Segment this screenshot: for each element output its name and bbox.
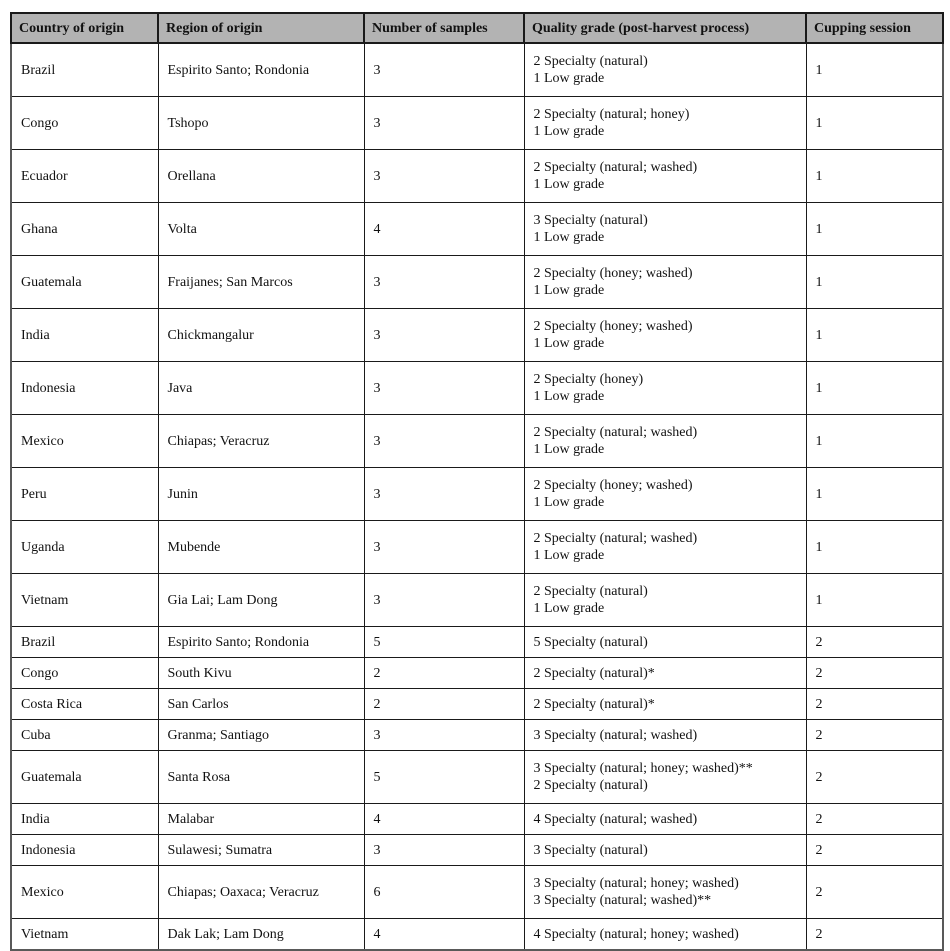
cell-region: Orellana <box>158 150 364 203</box>
cell-region: Java <box>158 362 364 415</box>
cell-session: 1 <box>806 415 943 468</box>
coffee-samples-table-container <box>10 12 944 951</box>
cell-quality <box>524 203 806 256</box>
cell-session: 1 <box>806 521 943 574</box>
cell-session: 1 <box>806 97 943 150</box>
cell-region: Fraijanes; San Marcos <box>158 256 364 309</box>
quality-line: 1 Low grade <box>533 177 605 192</box>
table-row <box>11 835 943 866</box>
table-body <box>11 43 943 950</box>
quality-line: 1 Low grade <box>533 389 605 404</box>
quality-line: 2 Specialty (honey; washed) <box>533 266 693 281</box>
table-row <box>11 521 943 574</box>
cell-samples: 3 <box>364 43 524 97</box>
quality-line: 4 Specialty (natural; honey; washed) <box>533 926 739 942</box>
cell-country: India <box>11 309 158 362</box>
cell-samples: 3 <box>364 720 524 751</box>
cell-samples: 2 <box>364 658 524 689</box>
quality-line: 2 Specialty (honey; washed) <box>533 319 693 334</box>
quality-line: 3 Specialty (natural; honey; washed)** <box>533 761 753 776</box>
cell-country: Congo <box>11 658 158 689</box>
cell-samples: 5 <box>364 627 524 658</box>
table-row <box>11 309 943 362</box>
cell-quality <box>524 362 806 415</box>
cell-country: Cuba <box>11 720 158 751</box>
quality-line: 3 Specialty (natural; washed)** <box>533 893 712 908</box>
cell-session: 2 <box>806 804 943 835</box>
cell-quality <box>524 658 806 689</box>
table-row <box>11 256 943 309</box>
cell-quality <box>524 835 806 866</box>
column-header-country: Country of origin <box>11 13 158 43</box>
cell-region: Tshopo <box>158 97 364 150</box>
cell-samples: 5 <box>364 751 524 804</box>
quality-line: 1 Low grade <box>533 283 605 298</box>
cell-quality <box>524 150 806 203</box>
quality-line: 2 Specialty (natural; washed) <box>533 160 698 175</box>
cell-region: Chickmangalur <box>158 309 364 362</box>
quality-line: 3 Specialty (natural) <box>533 842 648 858</box>
column-header-samples: Number of samples <box>364 13 524 43</box>
cell-samples: 4 <box>364 203 524 256</box>
cell-samples: 3 <box>364 256 524 309</box>
cell-quality <box>524 468 806 521</box>
cell-session: 2 <box>806 658 943 689</box>
cell-samples: 3 <box>364 415 524 468</box>
cell-session: 1 <box>806 362 943 415</box>
quality-line: 1 Low grade <box>533 601 605 616</box>
quality-line: 1 Low grade <box>533 230 605 245</box>
cell-session: 2 <box>806 627 943 658</box>
cell-country: Brazil <box>11 43 158 97</box>
table-row <box>11 468 943 521</box>
table-row <box>11 919 943 951</box>
table-row <box>11 689 943 720</box>
cell-region: Malabar <box>158 804 364 835</box>
cell-quality <box>524 521 806 574</box>
cell-region: Chiapas; Veracruz <box>158 415 364 468</box>
cell-quality <box>524 43 806 97</box>
cell-country: Indonesia <box>11 362 158 415</box>
cell-quality <box>524 627 806 658</box>
cell-country: India <box>11 804 158 835</box>
cell-country: Peru <box>11 468 158 521</box>
quality-line: 2 Specialty (natural; washed) <box>533 425 698 440</box>
coffee-samples-table <box>10 12 944 951</box>
cell-session: 2 <box>806 835 943 866</box>
cell-samples: 3 <box>364 521 524 574</box>
cell-region: Chiapas; Oaxaca; Veracruz <box>158 866 364 919</box>
quality-line: 3 Specialty (natural; honey; washed) <box>533 876 739 891</box>
quality-line: 2 Specialty (natural)* <box>533 665 655 681</box>
quality-line: 1 Low grade <box>533 71 605 86</box>
cell-samples: 3 <box>364 468 524 521</box>
cell-country: Guatemala <box>11 256 158 309</box>
cell-session: 1 <box>806 43 943 97</box>
cell-quality <box>524 97 806 150</box>
cell-session: 1 <box>806 150 943 203</box>
cell-session: 2 <box>806 919 943 951</box>
cell-country: Mexico <box>11 415 158 468</box>
cell-quality <box>524 309 806 362</box>
quality-line: 2 Specialty (natural; washed) <box>533 531 698 546</box>
table-row <box>11 720 943 751</box>
cell-country: Congo <box>11 97 158 150</box>
cell-country: Ghana <box>11 203 158 256</box>
cell-session: 2 <box>806 751 943 804</box>
cell-country: Vietnam <box>11 574 158 627</box>
cell-region: Espirito Santo; Rondonia <box>158 43 364 97</box>
cell-quality <box>524 866 806 919</box>
cell-country: Brazil <box>11 627 158 658</box>
quality-line: 2 Specialty (natural) <box>533 584 648 599</box>
column-header-region: Region of origin <box>158 13 364 43</box>
table-row <box>11 574 943 627</box>
quality-line: 2 Specialty (honey) <box>533 372 644 387</box>
cell-session: 1 <box>806 203 943 256</box>
quality-line: 1 Low grade <box>533 442 605 457</box>
table-row <box>11 97 943 150</box>
table-row <box>11 203 943 256</box>
cell-quality <box>524 720 806 751</box>
cell-region: Gia Lai; Lam Dong <box>158 574 364 627</box>
table-row <box>11 362 943 415</box>
quality-line: 1 Low grade <box>533 495 605 510</box>
cell-region: Espirito Santo; Rondonia <box>158 627 364 658</box>
cell-region: Volta <box>158 203 364 256</box>
table-row <box>11 627 943 658</box>
cell-session: 2 <box>806 720 943 751</box>
cell-country: Mexico <box>11 866 158 919</box>
cell-region: Granma; Santiago <box>158 720 364 751</box>
cell-region: South Kivu <box>158 658 364 689</box>
cell-quality <box>524 751 806 804</box>
cell-region: Dak Lak; Lam Dong <box>158 919 364 951</box>
column-header-session: Cupping session <box>806 13 943 43</box>
cell-samples: 3 <box>364 574 524 627</box>
quality-line: 2 Specialty (natural) <box>533 778 648 793</box>
cell-country: Uganda <box>11 521 158 574</box>
cell-region: San Carlos <box>158 689 364 720</box>
quality-line: 2 Specialty (honey; washed) <box>533 478 693 493</box>
quality-line: 2 Specialty (natural)* <box>533 696 655 712</box>
cell-country: Indonesia <box>11 835 158 866</box>
table-row <box>11 804 943 835</box>
cell-session: 2 <box>806 866 943 919</box>
table-row <box>11 150 943 203</box>
table-row <box>11 43 943 97</box>
cell-quality <box>524 804 806 835</box>
table-row <box>11 751 943 804</box>
cell-session: 1 <box>806 468 943 521</box>
quality-line: 1 Low grade <box>533 548 605 563</box>
quality-line: 1 Low grade <box>533 124 605 139</box>
table-row <box>11 658 943 689</box>
column-header-quality: Quality grade (post-harvest process) <box>524 13 806 43</box>
cell-region: Mubende <box>158 521 364 574</box>
cell-region: Santa Rosa <box>158 751 364 804</box>
cell-region: Junin <box>158 468 364 521</box>
cell-quality <box>524 919 806 951</box>
cell-samples: 2 <box>364 689 524 720</box>
quality-line: 3 Specialty (natural) <box>533 213 648 228</box>
quality-line: 4 Specialty (natural; washed) <box>533 811 698 827</box>
cell-country: Costa Rica <box>11 689 158 720</box>
cell-quality <box>524 689 806 720</box>
quality-line: 2 Specialty (natural; honey) <box>533 107 690 122</box>
cell-country: Vietnam <box>11 919 158 951</box>
header-row <box>11 13 943 43</box>
cell-samples: 4 <box>364 804 524 835</box>
cell-country: Guatemala <box>11 751 158 804</box>
table-row <box>11 415 943 468</box>
quality-line: 2 Specialty (natural) <box>533 54 648 69</box>
table-row <box>11 866 943 919</box>
quality-line: 1 Low grade <box>533 336 605 351</box>
cell-samples: 3 <box>364 835 524 866</box>
cell-country: Ecuador <box>11 150 158 203</box>
cell-quality <box>524 574 806 627</box>
cell-samples: 3 <box>364 150 524 203</box>
cell-samples: 3 <box>364 309 524 362</box>
cell-samples: 4 <box>364 919 524 951</box>
cell-session: 1 <box>806 574 943 627</box>
cell-quality <box>524 415 806 468</box>
cell-samples: 3 <box>364 362 524 415</box>
cell-samples: 3 <box>364 97 524 150</box>
cell-session: 1 <box>806 256 943 309</box>
cell-region: Sulawesi; Sumatra <box>158 835 364 866</box>
quality-line: 5 Specialty (natural) <box>533 634 648 650</box>
cell-quality <box>524 256 806 309</box>
cell-session: 2 <box>806 689 943 720</box>
cell-samples: 6 <box>364 866 524 919</box>
quality-line: 3 Specialty (natural; washed) <box>533 727 698 743</box>
cell-session: 1 <box>806 309 943 362</box>
